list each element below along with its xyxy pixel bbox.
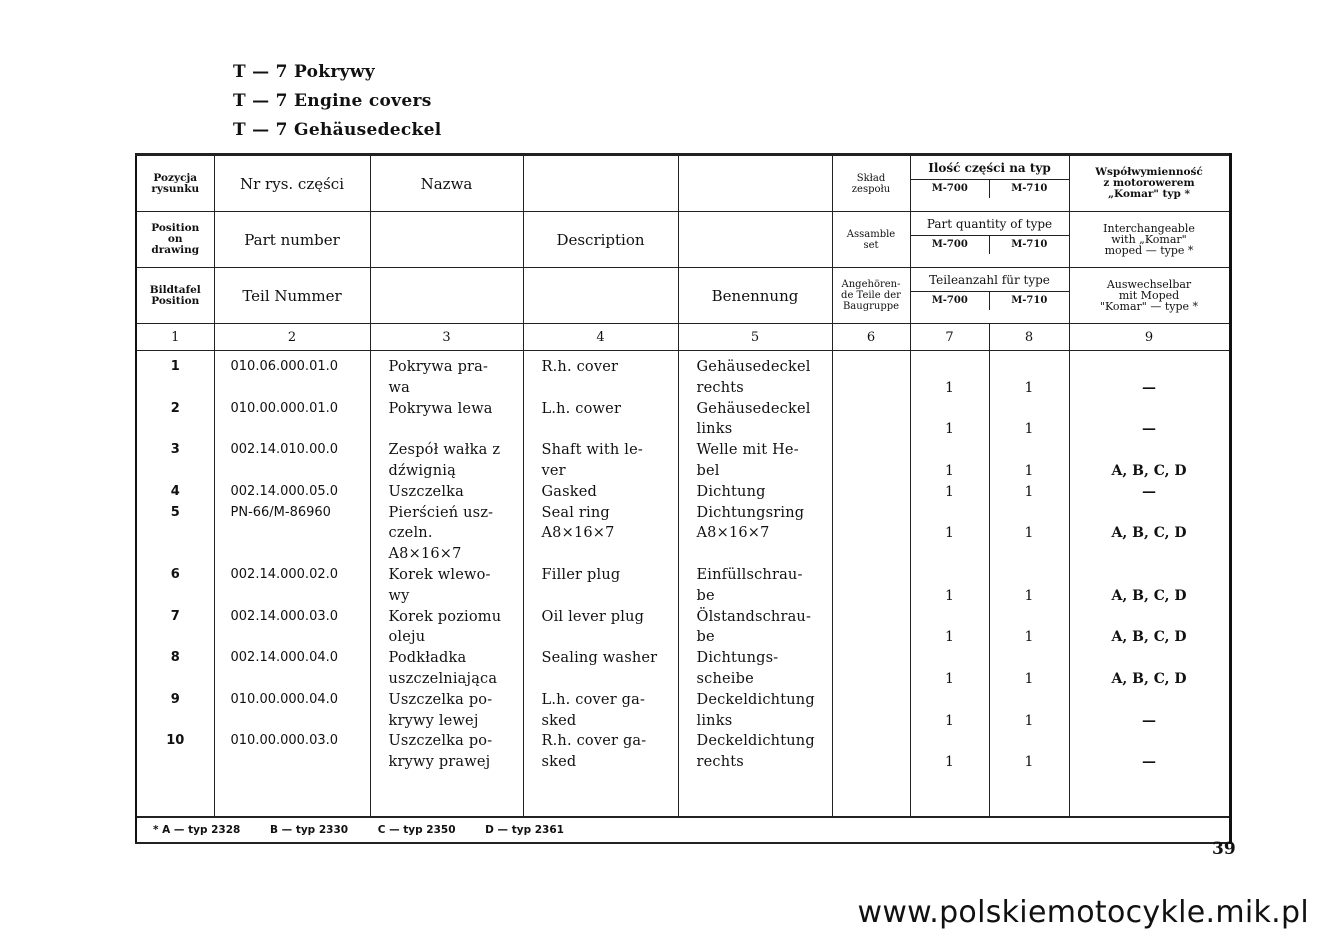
row-interchangeable: — bbox=[1142, 421, 1156, 438]
header-models-en bbox=[911, 235, 1069, 254]
row-set bbox=[833, 523, 910, 544]
row-name-en: Oil lever plug bbox=[541, 608, 645, 625]
row-spacer bbox=[137, 669, 214, 690]
row-part-number: 002.14.000.05.0 bbox=[230, 483, 339, 499]
header-qty-de-text: Teileanzahl für type bbox=[929, 273, 1050, 287]
row-interchangeable: A, B, C, D bbox=[1111, 629, 1187, 646]
row-part-number: 002.14.000.03.0 bbox=[230, 608, 339, 624]
row-name-en: Shaft with le- bbox=[541, 442, 643, 459]
header-pos-de bbox=[136, 268, 214, 324]
row-qty-m700 bbox=[911, 690, 989, 711]
row-qty-m700 bbox=[911, 731, 989, 752]
header-inter-de bbox=[1069, 268, 1230, 324]
row-name-en: L.h. cover ga- bbox=[541, 691, 646, 708]
row-interchangeable: — bbox=[1142, 483, 1156, 500]
header-empty-pl-2 bbox=[370, 212, 523, 268]
row-name-pl: uszczelniająca bbox=[388, 670, 498, 687]
row-name-de: rechts bbox=[696, 379, 744, 396]
row-interchangeable bbox=[1070, 565, 1229, 586]
row-qty-m700: 1 bbox=[945, 670, 954, 687]
header-empty-en-1 bbox=[523, 155, 678, 212]
row-qty-m700 bbox=[911, 544, 989, 565]
header-qty-en bbox=[910, 212, 1069, 268]
row-name-pl: Uszczelka po- bbox=[388, 691, 493, 708]
footnote-c: C — typ 2350 bbox=[377, 823, 456, 836]
header-name-en: Description bbox=[523, 212, 678, 268]
row-qty-m700: 1 bbox=[945, 379, 954, 396]
header-inter-pl bbox=[1069, 155, 1230, 212]
row-interchangeable bbox=[1070, 440, 1229, 461]
row-qty-m710 bbox=[990, 440, 1069, 461]
website-watermark: www.polskiemotocykle.mik.pl bbox=[857, 895, 1309, 930]
row-name-de: Deckeldichtung bbox=[696, 733, 815, 750]
row-set bbox=[833, 378, 910, 399]
row-name-en bbox=[524, 378, 678, 399]
row-name-de: rechts bbox=[696, 754, 744, 771]
column-part-number bbox=[214, 351, 370, 817]
header-row-english bbox=[136, 212, 1230, 268]
row-set bbox=[833, 607, 910, 628]
footnote-b: B — typ 2330 bbox=[270, 823, 349, 836]
colnum-9: 9 bbox=[1069, 324, 1230, 351]
row-name-pl: Zespół wałka z bbox=[388, 442, 501, 459]
row-interchangeable: A, B, C, D bbox=[1111, 462, 1187, 479]
row-part-number: 002.14.000.04.0 bbox=[230, 650, 339, 666]
row-spacer bbox=[137, 711, 214, 732]
row-name-pl: A8×16×7 bbox=[388, 546, 462, 563]
row-qty-m710 bbox=[990, 690, 1069, 711]
row-spacer bbox=[215, 461, 370, 482]
row-name-de: Dichtungsring bbox=[696, 504, 805, 521]
row-name-de: links bbox=[696, 421, 733, 438]
row-spacer bbox=[215, 378, 370, 399]
column-name-pl bbox=[370, 351, 523, 817]
row-position: 3 bbox=[170, 442, 180, 458]
colnum-1: 1 bbox=[136, 324, 214, 351]
row-qty-m710: 1 bbox=[1024, 712, 1034, 729]
colnum-8: 8 bbox=[989, 324, 1069, 351]
row-part-number: 010.00.000.03.0 bbox=[230, 733, 339, 749]
row-name-en: R.h. cover ga- bbox=[541, 733, 647, 750]
footnote-row bbox=[136, 817, 1230, 843]
row-position: 9 bbox=[170, 691, 180, 707]
row-name-en: R.h. cover bbox=[541, 359, 619, 375]
header-qty-en-text: Part quantity of type bbox=[926, 217, 1053, 231]
header-set-de bbox=[832, 268, 910, 324]
row-name-pl: Podkładka bbox=[388, 650, 467, 667]
row-name-pl: krywy prawej bbox=[388, 754, 491, 771]
header-part-en: Part number bbox=[214, 212, 370, 268]
row-set bbox=[833, 731, 910, 752]
header-model-m700: M-700 bbox=[911, 180, 991, 198]
row-name-de bbox=[679, 544, 832, 565]
row-qty-m700 bbox=[911, 399, 989, 420]
row-set bbox=[833, 627, 910, 648]
row-qty-m700: 1 bbox=[945, 462, 954, 479]
row-spacer bbox=[215, 586, 370, 607]
header-model-m710: M-710 bbox=[1011, 183, 1048, 194]
row-qty-m710 bbox=[990, 565, 1069, 586]
row-qty-m700: 1 bbox=[945, 587, 954, 604]
column-qty-m700 bbox=[910, 351, 989, 817]
row-qty-m700: 1 bbox=[945, 421, 954, 438]
row-qty-m710 bbox=[990, 607, 1069, 628]
row-name-pl: Pokrywa lewa bbox=[388, 400, 493, 417]
row-spacer bbox=[215, 419, 370, 440]
row-name-pl: krywy lewej bbox=[388, 712, 479, 729]
row-interchangeable bbox=[1070, 690, 1229, 711]
header-inter-en bbox=[1069, 212, 1230, 268]
row-name-de: scheibe bbox=[696, 670, 754, 687]
colnum-5: 5 bbox=[678, 324, 832, 351]
row-position: 7 bbox=[170, 608, 180, 624]
parts-table bbox=[135, 153, 1232, 844]
header-empty-de-1 bbox=[678, 155, 832, 212]
row-qty-m710: 1 bbox=[1024, 670, 1034, 687]
row-qty-m710: 1 bbox=[1024, 629, 1034, 646]
header-name-de: Benennung bbox=[678, 268, 832, 324]
header-pos-en-text: Position on drawing bbox=[151, 222, 200, 256]
row-qty-m710: 1 bbox=[1024, 379, 1034, 396]
header-models-de bbox=[911, 291, 1069, 310]
row-qty-m710: 1 bbox=[1024, 462, 1034, 479]
footnote bbox=[137, 824, 1229, 836]
row-qty-m700 bbox=[911, 565, 989, 586]
row-name-pl: Pokrywa pra- bbox=[388, 359, 489, 375]
title-block bbox=[233, 58, 442, 145]
row-name-en bbox=[524, 544, 678, 565]
header-inter-en-text: Interchangeable with „Komar" moped — type * bbox=[1103, 222, 1195, 257]
table-body-row bbox=[136, 351, 1230, 817]
row-name-de: bel bbox=[696, 462, 720, 479]
row-position: 5 bbox=[170, 504, 180, 520]
header-name-pl: Nazwa bbox=[370, 155, 523, 212]
row-interchangeable bbox=[1070, 399, 1229, 420]
row-name-en: Seal ring bbox=[541, 504, 610, 521]
row-name-en bbox=[524, 419, 678, 440]
row-interchangeable bbox=[1070, 607, 1229, 628]
row-spacer bbox=[215, 711, 370, 732]
row-name-de: Welle mit He- bbox=[696, 442, 799, 459]
row-position: 10 bbox=[166, 733, 185, 749]
row-spacer bbox=[137, 419, 214, 440]
header-pos-pl-text: Pozycja rysunku bbox=[151, 171, 200, 195]
column-set bbox=[832, 351, 910, 817]
row-part-number: 010.06.000.01.0 bbox=[230, 359, 339, 374]
header-empty-en-3 bbox=[523, 268, 678, 324]
row-qty-m700: 1 bbox=[945, 754, 954, 771]
row-set bbox=[833, 357, 910, 378]
row-spacer bbox=[137, 752, 214, 773]
row-position: 6 bbox=[170, 566, 180, 582]
row-qty-m700: 1 bbox=[945, 525, 954, 542]
footnote-a: * A — typ 2328 bbox=[153, 823, 241, 836]
header-model-m710-de: M-710 bbox=[1011, 295, 1048, 306]
row-set bbox=[833, 711, 910, 732]
row-name-de: Dichtungs- bbox=[696, 650, 779, 667]
row-set bbox=[833, 669, 910, 690]
row-qty-m700 bbox=[911, 648, 989, 669]
header-part-pl: Nr rys. części bbox=[214, 155, 370, 212]
header-model-m700-en: M-700 bbox=[911, 236, 991, 254]
row-name-de: Ölstandschrau- bbox=[696, 608, 812, 625]
header-pos-de-text: Bildtafel Position bbox=[149, 283, 201, 307]
footnote-cell bbox=[136, 817, 1230, 843]
row-name-pl: oleju bbox=[388, 629, 426, 646]
row-name-en bbox=[524, 669, 678, 690]
row-name-de: Einfüllschrau- bbox=[696, 566, 803, 583]
header-models-pl bbox=[911, 179, 1069, 198]
row-spacer bbox=[215, 752, 370, 773]
header-qty-de bbox=[910, 268, 1069, 324]
row-qty-m700 bbox=[911, 607, 989, 628]
title-polish: T — 7 Pokrywy bbox=[233, 62, 375, 82]
row-part-number: 010.00.000.04.0 bbox=[230, 691, 339, 707]
row-name-pl: Uszczelka po- bbox=[388, 733, 493, 750]
row-set bbox=[833, 648, 910, 669]
row-qty-m710: 1 bbox=[1024, 483, 1034, 500]
row-name-de: be bbox=[696, 629, 715, 646]
column-number-row bbox=[136, 324, 1230, 351]
header-part-de: Teil Nummer bbox=[214, 268, 370, 324]
row-set bbox=[833, 399, 910, 420]
header-qty-pl bbox=[910, 155, 1069, 212]
row-set bbox=[833, 586, 910, 607]
row-set bbox=[833, 690, 910, 711]
row-interchangeable bbox=[1070, 503, 1229, 524]
header-row-german bbox=[136, 268, 1230, 324]
header-qty-pl-text: Ilość części na typ bbox=[928, 161, 1051, 175]
row-name-pl: Uszczelka bbox=[388, 483, 465, 500]
row-spacer bbox=[137, 627, 214, 648]
column-name-de bbox=[678, 351, 832, 817]
row-name-de: be bbox=[696, 587, 715, 604]
header-model-m710-en: M-710 bbox=[1011, 239, 1048, 250]
row-spacer bbox=[137, 523, 214, 544]
header-set-pl-text: Skład zespołu bbox=[851, 172, 891, 195]
row-set bbox=[833, 461, 910, 482]
row-interchangeable: A, B, C, D bbox=[1111, 587, 1187, 604]
row-name-de: Deckeldichtung bbox=[696, 691, 815, 708]
header-model-m700-de: M-700 bbox=[911, 292, 991, 310]
column-interchangeable bbox=[1069, 351, 1230, 817]
column-name-en bbox=[523, 351, 678, 817]
colnum-2: 2 bbox=[214, 324, 370, 351]
row-name-de: Dichtung bbox=[696, 483, 766, 500]
row-name-en: ver bbox=[541, 462, 566, 479]
row-position: 2 bbox=[170, 400, 180, 416]
column-qty-m710 bbox=[989, 351, 1069, 817]
row-name-en: Sealing washer bbox=[541, 650, 658, 667]
row-set bbox=[833, 419, 910, 440]
row-position: 8 bbox=[170, 650, 180, 666]
row-qty-m710 bbox=[990, 731, 1069, 752]
row-name-en: A8×16×7 bbox=[541, 525, 615, 542]
row-qty-m710 bbox=[990, 544, 1069, 565]
row-name-en: L.h. cower bbox=[541, 400, 622, 417]
row-qty-m710: 1 bbox=[1024, 587, 1034, 604]
row-spacer bbox=[215, 627, 370, 648]
row-interchangeable: — bbox=[1142, 754, 1156, 771]
row-set bbox=[833, 482, 910, 503]
row-qty-m700 bbox=[911, 440, 989, 461]
row-part-number: PN-66/M-86960 bbox=[230, 504, 331, 520]
column-position bbox=[136, 351, 214, 817]
row-spacer bbox=[215, 669, 370, 690]
colnum-4: 4 bbox=[523, 324, 678, 351]
row-spacer bbox=[215, 523, 370, 544]
header-set-de-text: Angehören- de Teile der Baugruppe bbox=[841, 279, 901, 312]
row-spacer bbox=[137, 461, 214, 482]
page-number: 39 bbox=[1212, 839, 1236, 859]
row-qty-m710 bbox=[990, 357, 1069, 378]
row-name-de: links bbox=[696, 712, 733, 729]
header-row-polish bbox=[136, 155, 1230, 212]
row-name-en: sked bbox=[541, 712, 577, 729]
row-qty-m710: 1 bbox=[1024, 754, 1034, 771]
header-empty-de-2 bbox=[678, 212, 832, 268]
row-interchangeable: — bbox=[1142, 379, 1156, 396]
row-qty-m710: 1 bbox=[1024, 421, 1034, 438]
row-qty-m710 bbox=[990, 503, 1069, 524]
row-interchangeable bbox=[1070, 544, 1229, 565]
row-name-pl: wa bbox=[388, 379, 410, 396]
colnum-6: 6 bbox=[832, 324, 910, 351]
parts-table-container bbox=[135, 153, 1229, 836]
row-interchangeable: A, B, C, D bbox=[1111, 525, 1187, 542]
row-qty-m710: 1 bbox=[1024, 525, 1034, 542]
row-name-pl: Korek wlewo- bbox=[388, 566, 491, 583]
row-set bbox=[833, 440, 910, 461]
header-set-pl bbox=[832, 155, 910, 212]
row-qty-m700: 1 bbox=[945, 629, 954, 646]
row-spacer bbox=[137, 586, 214, 607]
row-position: 4 bbox=[170, 483, 180, 499]
row-name-en: sked bbox=[541, 754, 577, 771]
row-position: 1 bbox=[170, 359, 180, 374]
row-set bbox=[833, 752, 910, 773]
row-set bbox=[833, 565, 910, 586]
row-qty-m710 bbox=[990, 648, 1069, 669]
header-pos-pl bbox=[136, 155, 214, 212]
row-interchangeable bbox=[1070, 357, 1229, 378]
row-qty-m700 bbox=[911, 503, 989, 524]
header-empty-pl-3 bbox=[370, 268, 523, 324]
row-set bbox=[833, 503, 910, 524]
row-part-number: 010.00.000.01.0 bbox=[230, 400, 339, 416]
header-inter-de-text: Auswechselbar mit Moped "Komar" — type * bbox=[1099, 278, 1199, 313]
row-qty-m700: 1 bbox=[945, 483, 954, 500]
header-set-en-text: Assamble set bbox=[846, 228, 896, 251]
row-part-number: 002.14.010.00.0 bbox=[230, 442, 339, 458]
row-name-en bbox=[524, 627, 678, 648]
footnote-d: D — typ 2361 bbox=[485, 823, 564, 836]
row-name-de: Gehäusedeckel bbox=[696, 359, 811, 375]
row-part-number: 002.14.000.02.0 bbox=[230, 566, 339, 582]
row-interchangeable bbox=[1070, 648, 1229, 669]
row-name-pl: Pierścień usz- bbox=[388, 504, 494, 521]
title-english: T — 7 Engine covers bbox=[233, 91, 432, 111]
row-qty-m700 bbox=[911, 357, 989, 378]
row-spacer bbox=[137, 378, 214, 399]
row-name-pl: czeln. bbox=[388, 525, 433, 542]
header-pos-en bbox=[136, 212, 214, 268]
row-name-de: Gehäusedeckel bbox=[696, 400, 811, 417]
row-interchangeable: — bbox=[1142, 712, 1156, 729]
colnum-7: 7 bbox=[910, 324, 989, 351]
row-name-pl: wy bbox=[388, 587, 410, 604]
row-name-en bbox=[524, 586, 678, 607]
row-set bbox=[833, 544, 910, 565]
row-name-pl: dźwignią bbox=[388, 462, 456, 479]
row-interchangeable: A, B, C, D bbox=[1111, 670, 1187, 687]
row-spacer bbox=[137, 544, 214, 565]
row-name-de: A8×16×7 bbox=[696, 525, 770, 542]
title-german: T — 7 Gehäusedeckel bbox=[233, 120, 442, 140]
header-inter-pl-text: Współwymienność z motorowerem „Komar" typ * bbox=[1095, 166, 1203, 200]
row-interchangeable bbox=[1070, 731, 1229, 752]
row-qty-m700: 1 bbox=[945, 712, 954, 729]
row-qty-m710 bbox=[990, 399, 1069, 420]
header-set-en bbox=[832, 212, 910, 268]
row-name-pl bbox=[371, 419, 523, 440]
row-name-en: Filler plug bbox=[541, 566, 621, 583]
row-name-en: Gasked bbox=[541, 483, 598, 500]
colnum-3: 3 bbox=[370, 324, 523, 351]
row-spacer bbox=[215, 544, 370, 565]
row-name-pl: Korek poziomu bbox=[388, 608, 502, 625]
